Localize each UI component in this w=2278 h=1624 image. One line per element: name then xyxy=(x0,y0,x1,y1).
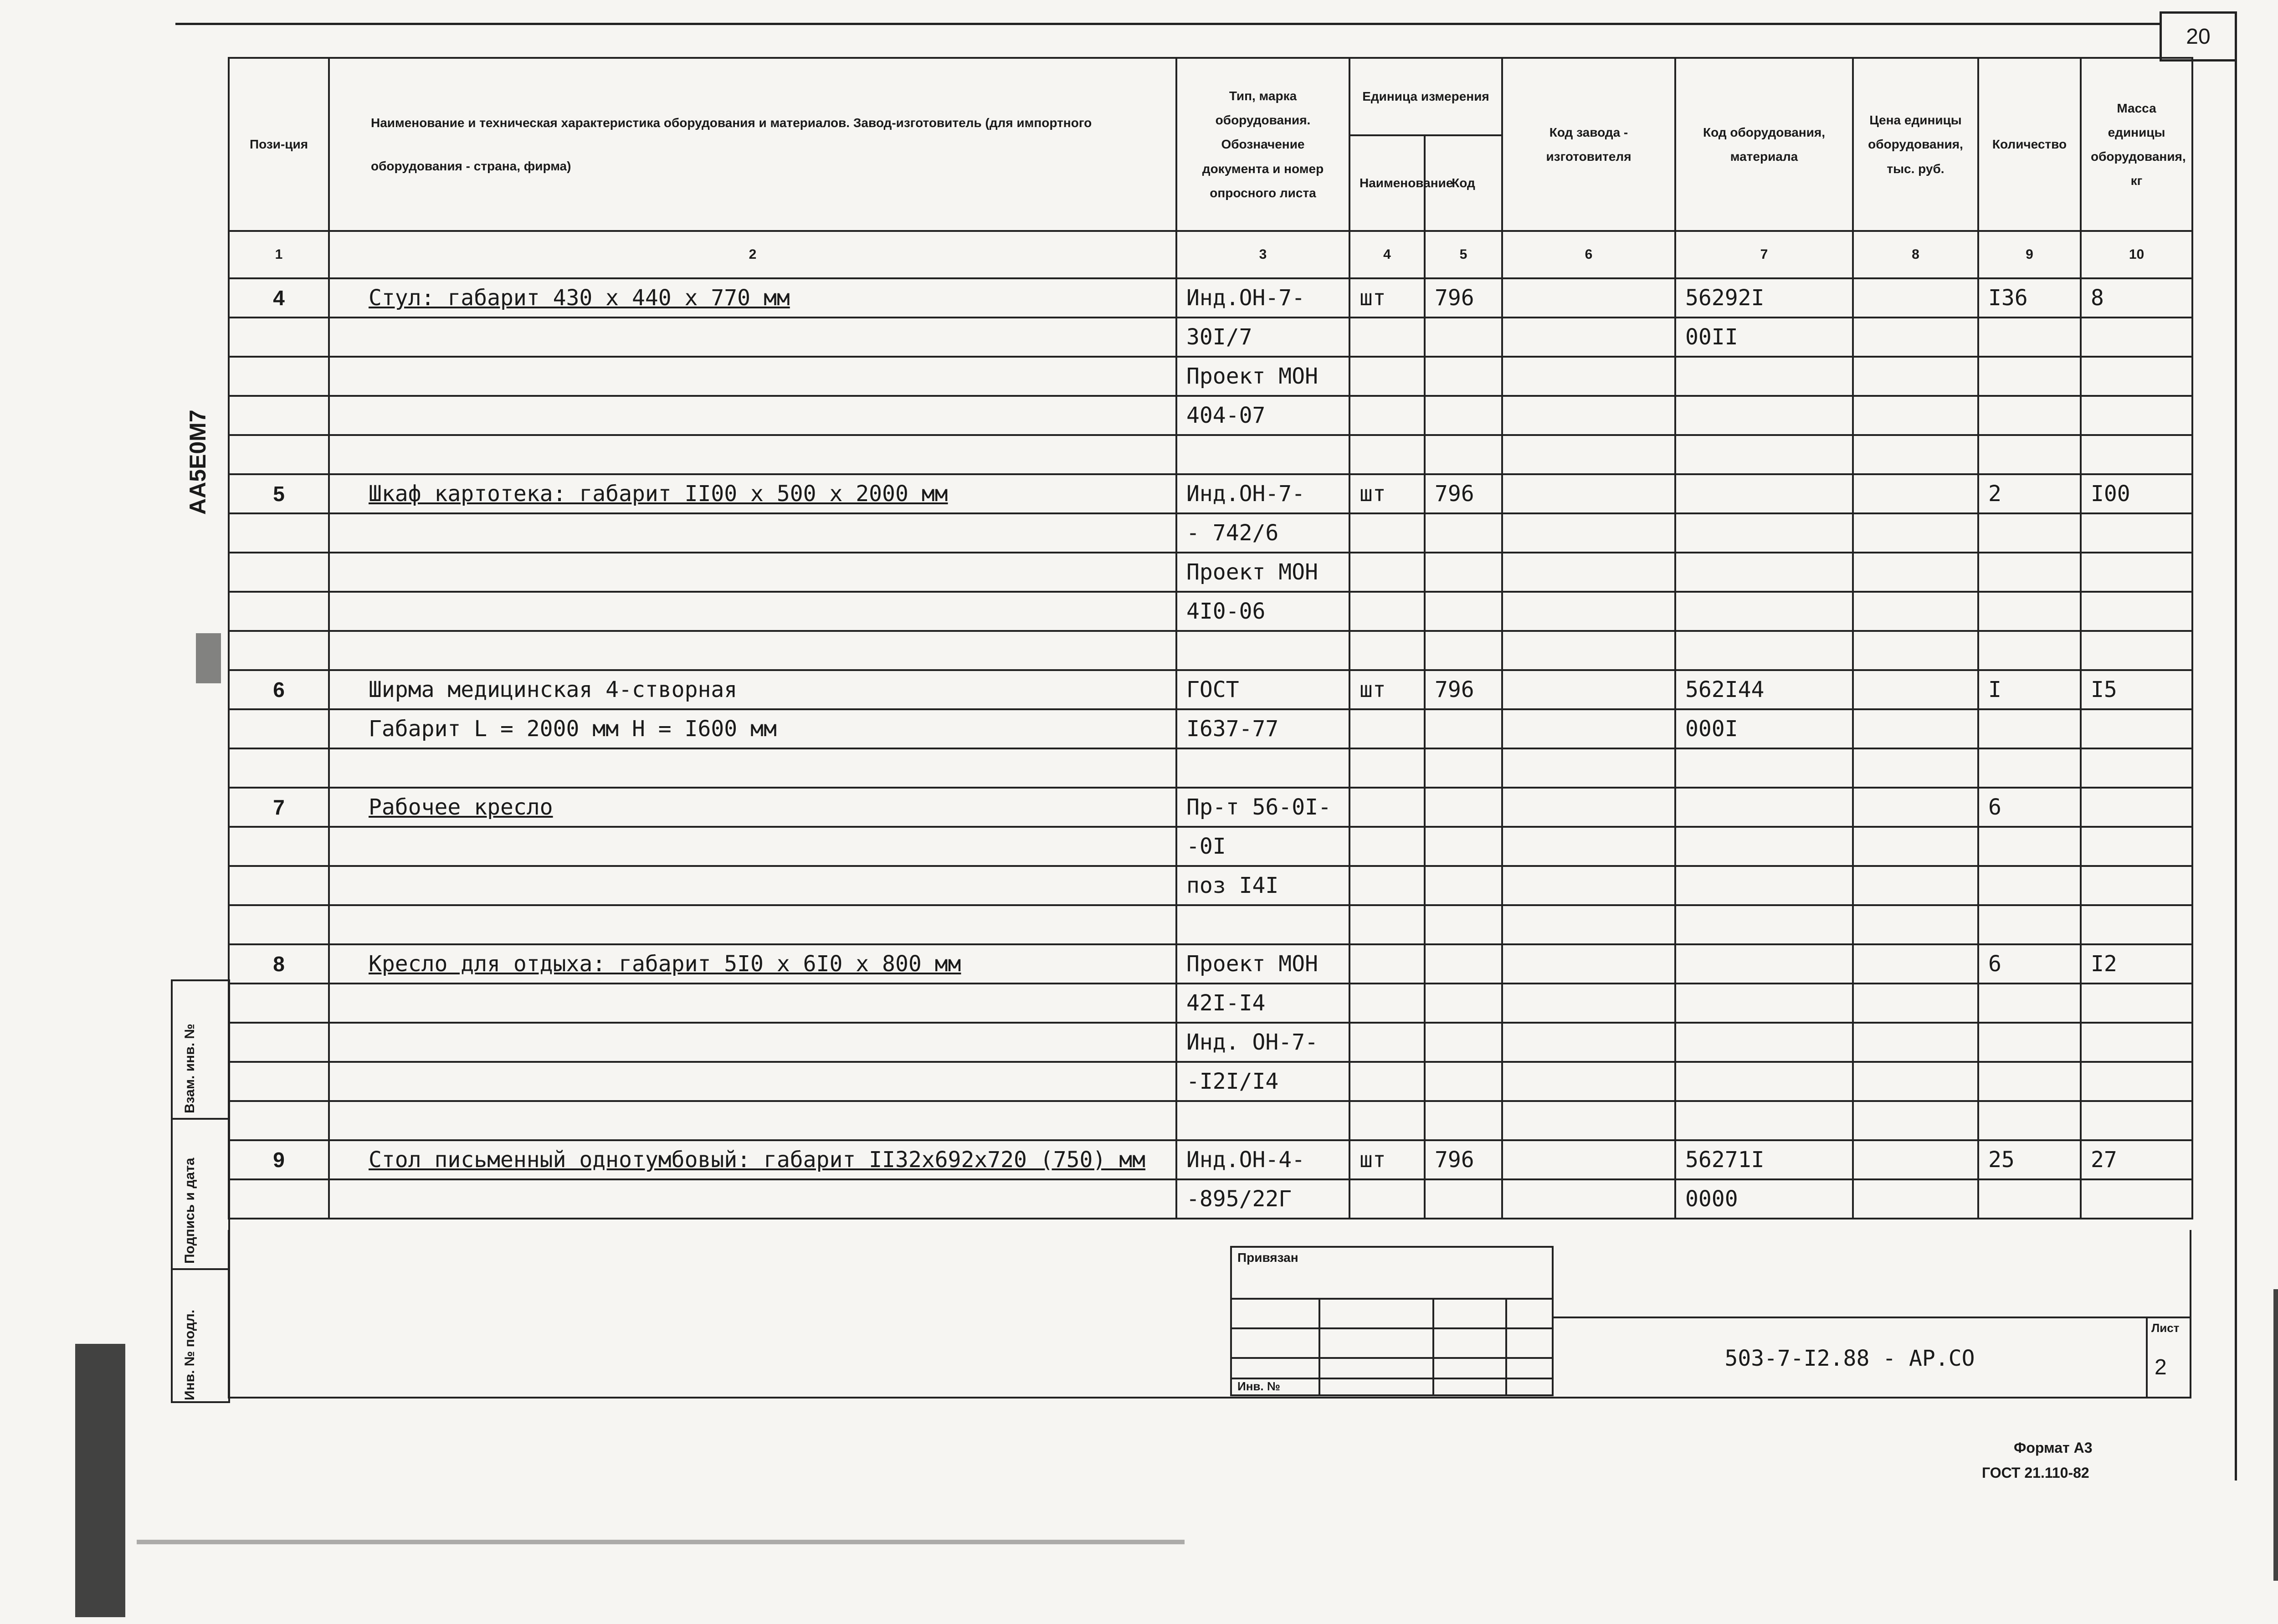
cell-unit xyxy=(1349,788,1425,827)
cell-qty: 2 xyxy=(1978,474,2081,513)
cell-mass xyxy=(2081,318,2192,357)
cell-factory xyxy=(1502,1062,1675,1101)
side-signature-strip xyxy=(171,979,230,1403)
cell-code xyxy=(1425,631,1502,670)
cell-mass xyxy=(2081,1062,2192,1101)
cell-qty xyxy=(1978,553,2081,592)
cell-name xyxy=(329,553,1176,592)
scan-shadow-left xyxy=(75,1344,125,1617)
table-row xyxy=(229,631,2192,670)
table-row xyxy=(229,553,2192,592)
cell-name xyxy=(329,513,1176,553)
scan-shadow-right-lower xyxy=(2273,1289,2278,1581)
cell-type: Проект МОН xyxy=(1176,944,1349,984)
cell-unit xyxy=(1349,1101,1425,1140)
cell-unit xyxy=(1349,905,1425,944)
cell-code xyxy=(1425,1101,1502,1140)
cell-name xyxy=(329,905,1176,944)
cell-name: Ширма медицинская 4-створная xyxy=(329,670,1176,709)
cell-name xyxy=(329,984,1176,1023)
cell-factory xyxy=(1502,905,1675,944)
cell-price xyxy=(1853,318,1978,357)
cell-type: -895/22Г xyxy=(1176,1179,1349,1219)
cell-type: 30I/7 xyxy=(1176,318,1349,357)
sheet-label: Лист xyxy=(2151,1321,2180,1335)
cell-type: Проект МОН xyxy=(1176,357,1349,396)
cell-factory xyxy=(1502,631,1675,670)
cell-code xyxy=(1425,866,1502,905)
table-row xyxy=(229,1062,2192,1101)
cell-qty: I xyxy=(1978,670,2081,709)
header-row-top xyxy=(229,58,2192,135)
hdr-unit: Единица измерения xyxy=(1349,58,1502,135)
cell-equip xyxy=(1675,396,1853,435)
cell-type: Инд.ОН-7- xyxy=(1176,474,1349,513)
cell-price xyxy=(1853,631,1978,670)
cell-equip xyxy=(1675,905,1853,944)
cell-price xyxy=(1853,1023,1978,1062)
cell-price xyxy=(1853,553,1978,592)
side-cell-inventory: Инв. № подл. xyxy=(173,1268,228,1405)
cell-qty xyxy=(1978,592,2081,631)
cell-type xyxy=(1176,905,1349,944)
table-row xyxy=(229,357,2192,396)
cell-pos: 8 xyxy=(229,944,329,984)
cell-name: Габарит L = 2000 мм H = I600 мм xyxy=(329,709,1176,748)
cell-pos: 7 xyxy=(229,788,329,827)
hdr-name: Наименование и техническая характеристика оборудования и материалов. Завод-изготовитель (для импортного оборудования - страна, фирма) xyxy=(329,58,1176,231)
cell-name xyxy=(329,1023,1176,1062)
cell-factory xyxy=(1502,1023,1675,1062)
cell-unit xyxy=(1349,709,1425,748)
cell-name: Рабочее кресло xyxy=(329,788,1176,827)
cell-code: 796 xyxy=(1425,278,1502,318)
cell-pos xyxy=(229,592,329,631)
cell-equip xyxy=(1675,748,1853,788)
cell-mass: 8 xyxy=(2081,278,2192,318)
cell-equip xyxy=(1675,435,1853,474)
cell-factory xyxy=(1502,435,1675,474)
cell-equip xyxy=(1675,357,1853,396)
cell-code xyxy=(1425,984,1502,1023)
cell-unit xyxy=(1349,592,1425,631)
cell-factory xyxy=(1502,474,1675,513)
cell-code: 796 xyxy=(1425,474,1502,513)
cell-equip: 00II xyxy=(1675,318,1853,357)
cell-code xyxy=(1425,396,1502,435)
cell-qty xyxy=(1978,318,2081,357)
cell-unit xyxy=(1349,1062,1425,1101)
table-row xyxy=(229,827,2192,866)
cell-mass xyxy=(2081,513,2192,553)
format-label: Формат А3 xyxy=(2014,1440,2093,1456)
cell-qty xyxy=(1978,435,2081,474)
cell-qty xyxy=(1978,866,2081,905)
cell-code xyxy=(1425,709,1502,748)
cell-type: 404-07 xyxy=(1176,396,1349,435)
cell-pos xyxy=(229,905,329,944)
cell-equip xyxy=(1675,474,1853,513)
cell-factory xyxy=(1502,396,1675,435)
cell-unit: шт xyxy=(1349,474,1425,513)
cell-name: Шкаф картотека: габарит II00 х 500 х 2000 мм xyxy=(329,474,1176,513)
cell-unit xyxy=(1349,866,1425,905)
cell-equip xyxy=(1675,592,1853,631)
table-row xyxy=(229,670,2192,709)
cell-price xyxy=(1853,1140,1978,1179)
cell-pos: 4 xyxy=(229,278,329,318)
cell-price xyxy=(1853,670,1978,709)
cell-mass xyxy=(2081,984,2192,1023)
table-row xyxy=(229,396,2192,435)
cell-name xyxy=(329,631,1176,670)
cell-type: Проект МОН xyxy=(1176,553,1349,592)
cell-price xyxy=(1853,357,1978,396)
cell-mass xyxy=(2081,709,2192,748)
cell-code xyxy=(1425,1062,1502,1101)
cell-code xyxy=(1425,435,1502,474)
cell-type: -0I xyxy=(1176,827,1349,866)
hdr-position: Пози-ция xyxy=(229,58,329,231)
hdr-quantity: Количество xyxy=(1978,58,2081,231)
hdr-price: Цена единицы оборудования, тыс. руб. xyxy=(1853,58,1978,231)
sheet-number-box xyxy=(2146,1317,2191,1399)
cell-pos xyxy=(229,1101,329,1140)
hdr-type: Тип, марка оборудования. Обозначение документа и номер опросного листа xyxy=(1176,58,1349,231)
cell-equip xyxy=(1675,631,1853,670)
side-archive-code: AA5E0M7 xyxy=(185,410,210,515)
cell-unit xyxy=(1349,944,1425,984)
cell-unit xyxy=(1349,357,1425,396)
cell-qty xyxy=(1978,1179,2081,1219)
cell-equip: 000I xyxy=(1675,709,1853,748)
table-row xyxy=(229,748,2192,788)
cell-pos xyxy=(229,984,329,1023)
cell-unit xyxy=(1349,513,1425,553)
cell-mass: 27 xyxy=(2081,1140,2192,1179)
side-cell-replacement: Взам. инв. № xyxy=(182,1024,197,1113)
stamp-inventory: Инв. № xyxy=(1237,1379,1280,1393)
hdr-unit-code: Код xyxy=(1425,135,1502,231)
cell-pos xyxy=(229,631,329,670)
cell-code xyxy=(1425,1023,1502,1062)
cell-name: Кресло для отдыха: габарит 5I0 х 6I0 х 800 мм xyxy=(329,944,1176,984)
cell-price xyxy=(1853,474,1978,513)
cell-name xyxy=(329,357,1176,396)
cell-mass xyxy=(2081,905,2192,944)
cell-mass xyxy=(2081,1179,2192,1219)
cell-type: Пр-т 56-0I- xyxy=(1176,788,1349,827)
cell-code xyxy=(1425,827,1502,866)
cell-name xyxy=(329,827,1176,866)
cell-mass xyxy=(2081,788,2192,827)
cell-pos xyxy=(229,1062,329,1101)
cell-equip: 56292I xyxy=(1675,278,1853,318)
cell-factory xyxy=(1502,318,1675,357)
cell-factory xyxy=(1502,1179,1675,1219)
cell-pos: 6 xyxy=(229,670,329,709)
cell-factory xyxy=(1502,709,1675,748)
cell-equip xyxy=(1675,944,1853,984)
gost-label: ГОСТ 21.110-82 xyxy=(1982,1465,2089,1481)
cell-factory xyxy=(1502,1101,1675,1140)
cell-mass xyxy=(2081,592,2192,631)
table-row xyxy=(229,435,2192,474)
cell-pos xyxy=(229,513,329,553)
cell-qty xyxy=(1978,1023,2081,1062)
cell-qty: I36 xyxy=(1978,278,2081,318)
cell-qty xyxy=(1978,631,2081,670)
cell-factory xyxy=(1502,944,1675,984)
cell-code xyxy=(1425,905,1502,944)
hdr-mass: Масса единицы оборудования, кг xyxy=(2081,58,2192,231)
cell-price xyxy=(1853,396,1978,435)
cell-equip xyxy=(1675,513,1853,553)
cell-pos xyxy=(229,318,329,357)
cell-type xyxy=(1176,631,1349,670)
cell-unit: шт xyxy=(1349,278,1425,318)
cell-qty: 6 xyxy=(1978,944,2081,984)
cell-qty xyxy=(1978,748,2081,788)
cell-equip: 0000 xyxy=(1675,1179,1853,1219)
cell-factory xyxy=(1502,1140,1675,1179)
cell-price xyxy=(1853,788,1978,827)
cell-unit xyxy=(1349,553,1425,592)
cell-price xyxy=(1853,984,1978,1023)
cell-price xyxy=(1853,435,1978,474)
cell-pos xyxy=(229,709,329,748)
cell-code xyxy=(1425,944,1502,984)
cell-unit xyxy=(1349,748,1425,788)
cell-pos xyxy=(229,1023,329,1062)
cell-mass xyxy=(2081,866,2192,905)
cell-qty xyxy=(1978,984,2081,1023)
cell-mass xyxy=(2081,827,2192,866)
cell-unit: шт xyxy=(1349,1140,1425,1179)
table-row xyxy=(229,788,2192,827)
cell-qty xyxy=(1978,513,2081,553)
cell-name xyxy=(329,1062,1176,1101)
cell-qty xyxy=(1978,709,2081,748)
cell-equip xyxy=(1675,984,1853,1023)
table-row xyxy=(229,278,2192,318)
table-body xyxy=(229,278,2192,1219)
side-cell-signature: Подпись и дата xyxy=(173,1118,228,1268)
cell-unit xyxy=(1349,318,1425,357)
cell-name xyxy=(329,1179,1176,1219)
cell-factory xyxy=(1502,984,1675,1023)
cell-name xyxy=(329,1101,1176,1140)
table-row xyxy=(229,474,2192,513)
cell-equip xyxy=(1675,1062,1853,1101)
cell-type: -I2I/I4 xyxy=(1176,1062,1349,1101)
hdr-factory-code: Код завода - изготовителя xyxy=(1502,58,1675,231)
cell-unit xyxy=(1349,631,1425,670)
cell-factory xyxy=(1502,592,1675,631)
cell-factory xyxy=(1502,357,1675,396)
cell-price xyxy=(1853,592,1978,631)
table-row xyxy=(229,1101,2192,1140)
cell-name xyxy=(329,866,1176,905)
cell-name xyxy=(329,396,1176,435)
cell-mass xyxy=(2081,748,2192,788)
cell-name xyxy=(329,435,1176,474)
cell-type xyxy=(1176,748,1349,788)
cell-price xyxy=(1853,1062,1978,1101)
cell-mass xyxy=(2081,357,2192,396)
cell-factory xyxy=(1502,278,1675,318)
table-row xyxy=(229,1179,2192,1219)
cell-factory xyxy=(1502,748,1675,788)
cell-pos xyxy=(229,1179,329,1219)
cell-factory xyxy=(1502,866,1675,905)
cell-name xyxy=(329,318,1176,357)
cell-pos xyxy=(229,435,329,474)
cell-qty xyxy=(1978,1062,2081,1101)
cell-price xyxy=(1853,905,1978,944)
cell-name: Стул: габарит 430 х 440 х 770 мм xyxy=(329,278,1176,318)
cell-equip xyxy=(1675,827,1853,866)
binding-stamp xyxy=(1230,1246,1554,1396)
cell-type xyxy=(1176,435,1349,474)
table-row xyxy=(229,905,2192,944)
column-numbers-row: 1 2 3 4 5 6 7 8 9 10 xyxy=(229,231,2192,278)
cell-factory xyxy=(1502,513,1675,553)
cell-mass: I00 xyxy=(2081,474,2192,513)
cell-code xyxy=(1425,592,1502,631)
cell-name xyxy=(329,748,1176,788)
cell-price xyxy=(1853,1179,1978,1219)
cell-price xyxy=(1853,513,1978,553)
page-number: 20 xyxy=(2160,11,2237,61)
cell-name: Стол письменный однотумбовый: габарит II32х692х720 (750) мм xyxy=(329,1140,1176,1179)
table-row xyxy=(229,709,2192,748)
cell-equip xyxy=(1675,866,1853,905)
cell-price xyxy=(1853,866,1978,905)
hdr-equipment-code: Код оборудования, материала xyxy=(1675,58,1853,231)
sheet-value: 2 xyxy=(2155,1355,2167,1379)
cell-code xyxy=(1425,357,1502,396)
cell-type xyxy=(1176,1101,1349,1140)
cell-qty: 25 xyxy=(1978,1140,2081,1179)
cell-type: Инд.ОН-4- xyxy=(1176,1140,1349,1179)
table-row xyxy=(229,984,2192,1023)
cell-pos xyxy=(229,357,329,396)
cell-type: - 742/6 xyxy=(1176,513,1349,553)
cell-mass xyxy=(2081,435,2192,474)
cell-code xyxy=(1425,788,1502,827)
cell-price xyxy=(1853,278,1978,318)
cell-price xyxy=(1853,827,1978,866)
cell-price xyxy=(1853,709,1978,748)
cell-mass xyxy=(2081,1101,2192,1140)
cell-factory xyxy=(1502,553,1675,592)
cell-mass: I5 xyxy=(2081,670,2192,709)
scan-streak-bottom xyxy=(137,1540,1185,1544)
table-row xyxy=(229,944,2192,984)
cell-pos xyxy=(229,866,329,905)
cell-mass xyxy=(2081,396,2192,435)
cell-mass: I2 xyxy=(2081,944,2192,984)
cell-qty xyxy=(1978,905,2081,944)
cell-pos xyxy=(229,396,329,435)
table-row xyxy=(229,866,2192,905)
cell-equip: 56271I xyxy=(1675,1140,1853,1179)
cell-unit xyxy=(1349,396,1425,435)
cell-code xyxy=(1425,553,1502,592)
cell-type: Инд.ОН-7- xyxy=(1176,278,1349,318)
cell-type: поз I4I xyxy=(1176,866,1349,905)
cell-pos: 5 xyxy=(229,474,329,513)
cell-unit xyxy=(1349,1179,1425,1219)
cell-code: 796 xyxy=(1425,1140,1502,1179)
cell-mass xyxy=(2081,553,2192,592)
cell-type: 4I0-06 xyxy=(1176,592,1349,631)
cell-price xyxy=(1853,748,1978,788)
cell-type: ГОСТ xyxy=(1176,670,1349,709)
cell-unit xyxy=(1349,984,1425,1023)
cell-type: I637-77 xyxy=(1176,709,1349,748)
cell-type: Инд. ОН-7- xyxy=(1176,1023,1349,1062)
cell-code xyxy=(1425,513,1502,553)
cell-price xyxy=(1853,944,1978,984)
cell-factory xyxy=(1502,827,1675,866)
cell-unit: шт xyxy=(1349,670,1425,709)
cell-name xyxy=(329,592,1176,631)
cell-factory xyxy=(1502,788,1675,827)
cell-pos xyxy=(229,827,329,866)
table-row xyxy=(229,513,2192,553)
cell-pos xyxy=(229,553,329,592)
cell-qty xyxy=(1978,1101,2081,1140)
cell-equip xyxy=(1675,1023,1853,1062)
table-row xyxy=(229,1140,2192,1179)
cell-unit xyxy=(1349,827,1425,866)
cell-unit xyxy=(1349,435,1425,474)
hdr-unit-name: Наименование xyxy=(1349,135,1425,231)
cell-equip xyxy=(1675,1101,1853,1140)
cell-unit xyxy=(1349,1023,1425,1062)
cell-equip: 562I44 xyxy=(1675,670,1853,709)
cell-equip xyxy=(1675,553,1853,592)
cell-qty xyxy=(1978,396,2081,435)
cell-code xyxy=(1425,318,1502,357)
stamp-label: Привязан xyxy=(1237,1250,1298,1265)
document-code: 503-7-I2.88 - АР.СО xyxy=(1554,1317,2146,1399)
cell-qty xyxy=(1978,357,2081,396)
table-row xyxy=(229,318,2192,357)
cell-pos xyxy=(229,748,329,788)
cell-equip xyxy=(1675,788,1853,827)
table-row xyxy=(229,592,2192,631)
cell-qty: 6 xyxy=(1978,788,2081,827)
cell-code: 796 xyxy=(1425,670,1502,709)
cell-mass xyxy=(2081,631,2192,670)
cell-factory xyxy=(1502,670,1675,709)
spec-table xyxy=(228,57,2193,1219)
cell-mass xyxy=(2081,1023,2192,1062)
cell-qty xyxy=(1978,827,2081,866)
cell-type: 42I-I4 xyxy=(1176,984,1349,1023)
cell-code xyxy=(1425,748,1502,788)
cell-price xyxy=(1853,1101,1978,1140)
table-row xyxy=(229,1023,2192,1062)
cell-pos: 9 xyxy=(229,1140,329,1179)
cell-code xyxy=(1425,1179,1502,1219)
